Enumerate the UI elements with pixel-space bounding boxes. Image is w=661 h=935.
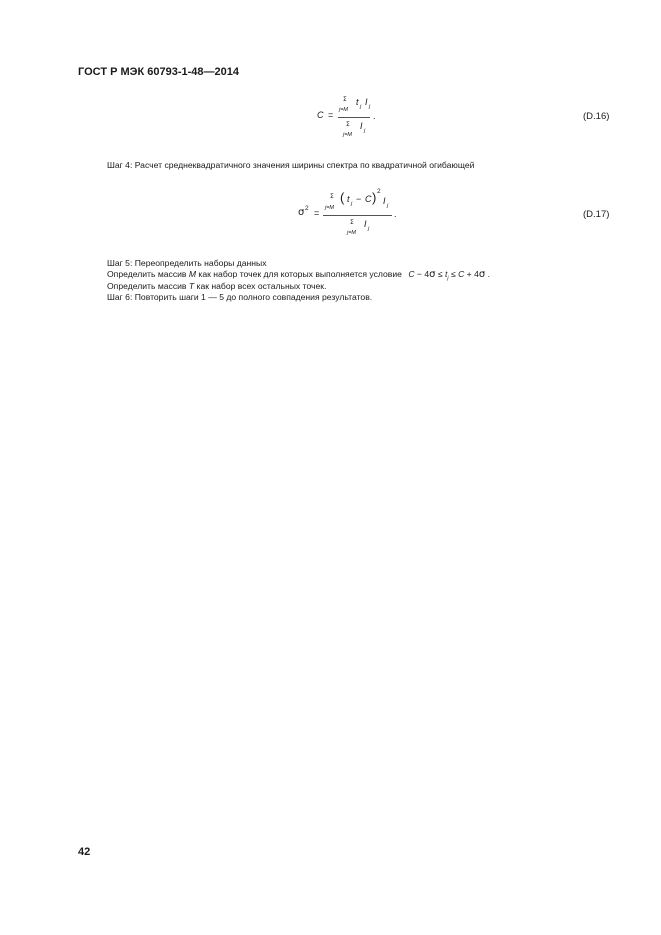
formula-d17-num-minus: − bbox=[356, 194, 362, 204]
formula-d17-num-t: t bbox=[347, 194, 350, 204]
formula-d17-num-c: C bbox=[365, 194, 372, 204]
cond-t: t bbox=[444, 269, 448, 279]
formula-d16-num-t-sub: j bbox=[360, 104, 362, 110]
step5-condition bbox=[408, 269, 490, 282]
cond-sigma1: σ bbox=[429, 269, 436, 280]
formula-d17-lhs-sup: 2 bbox=[305, 205, 309, 212]
formula-d16-den-index: j=M bbox=[343, 132, 353, 138]
page-number: 42 bbox=[78, 846, 91, 858]
formula-d16-num-sum: Σ bbox=[343, 96, 347, 103]
cond-c2: C bbox=[458, 269, 465, 279]
step5-array-t: T bbox=[188, 281, 195, 291]
formula-d17-num-sup: 2 bbox=[377, 188, 381, 195]
formula-d17-den-index: j=M bbox=[347, 230, 357, 236]
formula-d16-tail: . bbox=[373, 111, 376, 121]
step5-line3-suffix: как набор всех остальных точек. bbox=[194, 281, 327, 291]
cond-tail: . bbox=[485, 269, 490, 279]
cond-le2: ≤ bbox=[448, 269, 459, 279]
step5-line3-prefix: Определить массив bbox=[107, 281, 189, 291]
formula-d16-den-i: I bbox=[360, 121, 363, 131]
formula-d17-den-i: I bbox=[364, 219, 367, 229]
step5-line1: Шаг 5: Переопределить наборы данных bbox=[107, 258, 267, 268]
formula-d17-num-t-sub: j bbox=[351, 201, 353, 207]
step5-line3 bbox=[107, 281, 326, 292]
step5-array-m: M bbox=[188, 269, 197, 279]
formula-d17-num-index: j=M bbox=[325, 205, 335, 211]
formula-d17-equals: = bbox=[314, 208, 320, 218]
formula-d16-number: (D.16) bbox=[583, 111, 610, 122]
formula-d17-num-sum: Σ bbox=[330, 193, 334, 200]
cond-le1: ≤ bbox=[435, 269, 445, 279]
formula-d16-num-i-sub: j bbox=[369, 104, 371, 110]
formula-d16-den-i-sub: j bbox=[364, 128, 366, 134]
cond-minus: − 4 bbox=[414, 269, 430, 279]
formula-d16-num-t: t bbox=[356, 97, 359, 107]
formula-d17-number: (D.17) bbox=[583, 209, 610, 220]
formula-d17-den-sum: Σ bbox=[350, 219, 354, 226]
formula-d17-num-i: I bbox=[383, 196, 386, 206]
formula-d17-num-rparen: ) bbox=[372, 190, 377, 205]
step6-text: Шаг 6: Повторить шаги 1 — 5 до полного совпадения результатов. bbox=[107, 292, 373, 302]
cond-plus: + 4 bbox=[464, 269, 479, 279]
formula-d17-num-i-sub: j bbox=[387, 203, 389, 209]
formula-d17-tail: . bbox=[394, 209, 397, 219]
cond-t-sub: j bbox=[447, 275, 449, 282]
formula-d16-num-i: I bbox=[365, 97, 368, 107]
formula-d17-den-i-sub: j bbox=[368, 226, 370, 232]
formula-d16-lhs: C bbox=[317, 110, 324, 120]
step5-line2-prefix: Определить массив bbox=[107, 269, 189, 279]
step5-line2-suffix: как набор точек для которых выполняется условие bbox=[196, 269, 402, 279]
cond-c1: C bbox=[408, 269, 415, 279]
formula-d17-num-lparen: ( bbox=[340, 190, 345, 205]
formula-d16-den-sum: Σ bbox=[346, 121, 350, 128]
formula-d17-lhs: σ bbox=[298, 207, 305, 218]
formula-d16-num-index: j=M bbox=[339, 107, 349, 113]
formula-d16-equals: = bbox=[328, 110, 334, 120]
step4-text: Шаг 4: Расчет среднеквадратичного значения ширины спектра по квадратичной огибающей bbox=[107, 160, 475, 170]
cond-sigma2: σ bbox=[478, 269, 486, 280]
document-header: ГОСТ Р МЭК 60793-1-48—2014 bbox=[78, 66, 239, 78]
